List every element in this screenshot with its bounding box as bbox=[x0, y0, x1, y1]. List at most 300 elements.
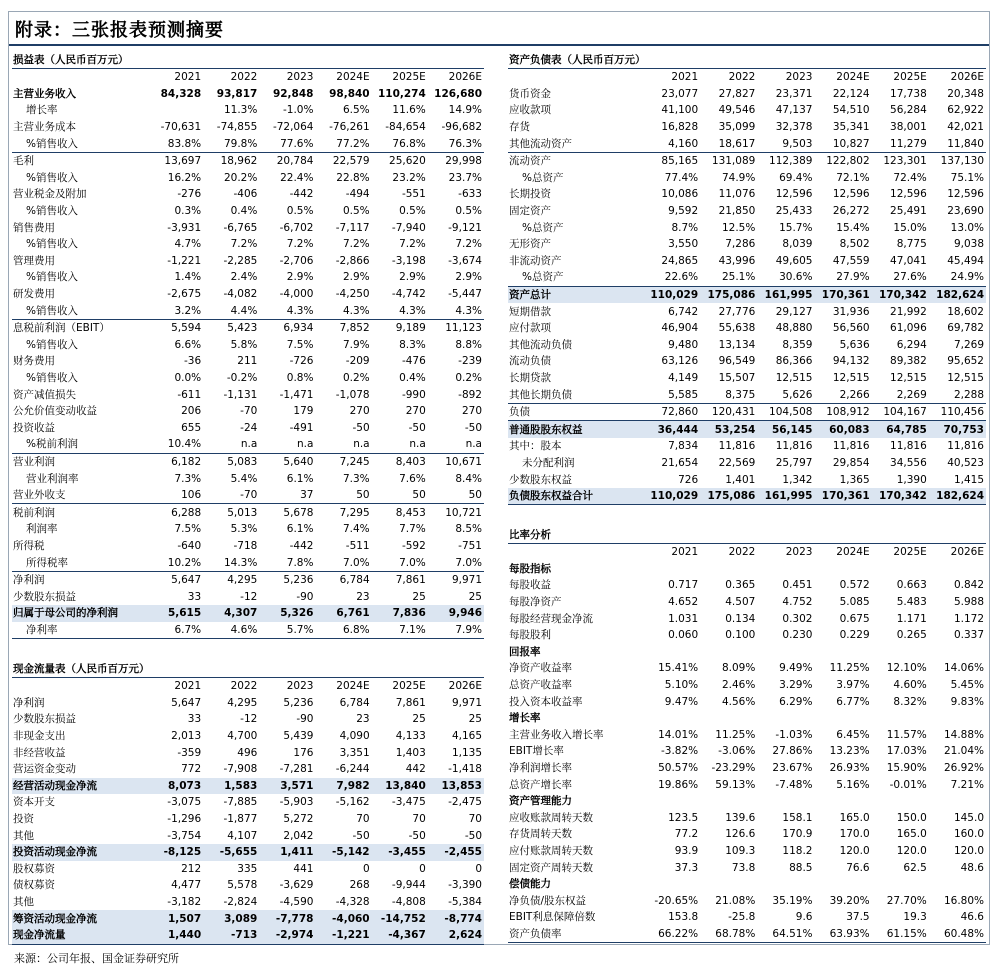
balance-cell: 70,753 bbox=[929, 421, 986, 438]
ratio-row-label: 应付账款周转天数 bbox=[509, 844, 593, 857]
cashflow-row bbox=[12, 877, 484, 894]
ratio-cell: 14.01% bbox=[658, 728, 699, 741]
ratio-cell: 13.23% bbox=[829, 745, 870, 758]
income-cell: 179 bbox=[293, 405, 314, 418]
ratio-cell: 11.25% bbox=[715, 728, 756, 741]
income-cell: -7,940 bbox=[391, 221, 426, 234]
balance-cell: 110,029 bbox=[643, 286, 700, 303]
income-cell: -1.0% bbox=[283, 104, 314, 117]
cashflow-cell: 2,624 bbox=[428, 927, 484, 944]
income-cell: 23.7% bbox=[448, 171, 482, 184]
income-cell: 5,678 bbox=[259, 504, 315, 521]
income-cell: -50 bbox=[408, 421, 426, 434]
cashflow-cell: -7,778 bbox=[259, 910, 315, 927]
income-row bbox=[12, 170, 484, 187]
cashflow-cell: -6,244 bbox=[335, 763, 370, 776]
income-cell: -239 bbox=[458, 355, 482, 368]
balance-cell: 8.7% bbox=[671, 221, 699, 234]
income-cell: 7.2% bbox=[342, 238, 370, 251]
balance-cell: 1,365 bbox=[839, 473, 870, 486]
ratio-cell: 170.0 bbox=[839, 828, 870, 841]
income-cell: 126,680 bbox=[434, 87, 482, 100]
ratio-cell: 48.6 bbox=[960, 861, 984, 874]
cashflow-cell: -2,974 bbox=[259, 927, 315, 944]
income-cell: 16.2% bbox=[167, 171, 202, 184]
balance-cell: 11,840 bbox=[947, 137, 984, 150]
ratio-cell: 0.265 bbox=[896, 629, 927, 642]
cashflow-row bbox=[12, 728, 484, 745]
balance-cell: 23,371 bbox=[775, 87, 813, 100]
balance-cell: 12,596 bbox=[947, 188, 984, 201]
income-row bbox=[12, 186, 484, 203]
income-cell: 7.3% bbox=[342, 472, 370, 485]
ratio-cell: 8.09% bbox=[721, 662, 756, 675]
balance-cell: 45,494 bbox=[947, 254, 984, 267]
ratio-cell: 50.57% bbox=[658, 762, 699, 775]
income-cell: -718 bbox=[233, 539, 258, 552]
income-cell: 4.3% bbox=[342, 304, 370, 317]
balance-cell: 8,375 bbox=[725, 388, 756, 401]
balance-row bbox=[508, 303, 986, 320]
income-row-label: %销售收入 bbox=[26, 205, 78, 218]
balance-cell: 25,433 bbox=[775, 205, 813, 218]
income-cell: 7.5% bbox=[174, 523, 202, 536]
balance-row bbox=[508, 219, 986, 236]
balance-cell: 61,096 bbox=[890, 322, 927, 335]
ratio-cell: 0.842 bbox=[953, 579, 984, 592]
income-cell: 7.2% bbox=[455, 238, 482, 251]
cashflow-row-label: 少数股东损益 bbox=[13, 713, 76, 726]
balance-cell: 15.4% bbox=[836, 221, 870, 234]
cashflow-cell: -3,390 bbox=[448, 879, 482, 892]
income-cell: -1,131 bbox=[223, 388, 258, 401]
income-cell: 2.9% bbox=[399, 271, 426, 284]
income-cell: 18,962 bbox=[203, 152, 259, 169]
balance-row-label: 未分配利润 bbox=[522, 456, 575, 469]
income-cell: -4,000 bbox=[279, 288, 314, 301]
income-cell: 29,998 bbox=[428, 152, 484, 169]
income-cell: -1,471 bbox=[279, 388, 314, 401]
ratio-cell: 73.8 bbox=[731, 861, 756, 874]
cashflow-cell: -3,455 bbox=[372, 844, 428, 861]
balance-row-label: %总资产 bbox=[522, 171, 564, 184]
balance-cell: 62,922 bbox=[947, 104, 984, 117]
income-cell: -633 bbox=[458, 188, 482, 201]
income-statement-section bbox=[12, 52, 484, 639]
ratio-cell: -7.48% bbox=[775, 778, 813, 791]
income-cell: 7,836 bbox=[372, 605, 428, 622]
ratio-cell: 15.90% bbox=[886, 762, 927, 775]
ratio-cell: 11.57% bbox=[886, 728, 927, 741]
income-cell bbox=[147, 102, 203, 119]
income-cell: -2,675 bbox=[167, 288, 202, 301]
cashflow-cell: -3,475 bbox=[391, 796, 426, 809]
ratio-cell bbox=[814, 710, 871, 727]
balance-cell: 110,456 bbox=[929, 403, 986, 421]
ratio-cell: 0.134 bbox=[725, 612, 756, 625]
income-row-label: 公允价值变动收益 bbox=[13, 405, 97, 418]
income-cell: 4.4% bbox=[230, 304, 258, 317]
income-cell: 10.2% bbox=[167, 556, 202, 569]
ratio-cell: 165.0 bbox=[896, 828, 927, 841]
balance-row bbox=[508, 286, 986, 303]
income-cell: 6.1% bbox=[286, 472, 314, 485]
income-row bbox=[12, 521, 484, 538]
balance-cell: 1,415 bbox=[953, 473, 984, 486]
income-cell: 270 bbox=[349, 405, 370, 418]
balance-cell: 95,652 bbox=[947, 355, 984, 368]
cashflow-cell: 0 bbox=[475, 862, 482, 875]
ratio-cell: 5.10% bbox=[664, 679, 699, 692]
income-cell: -892 bbox=[458, 388, 482, 401]
income-cell: 8,453 bbox=[372, 504, 428, 521]
income-row-label: %销售收入 bbox=[26, 271, 78, 284]
income-row-label: 利润率 bbox=[26, 523, 58, 536]
income-cell: 6.1% bbox=[286, 523, 314, 536]
balance-cell: 63,126 bbox=[661, 355, 699, 368]
ratio-cell: 0.675 bbox=[839, 612, 870, 625]
ratio-analysis-section bbox=[508, 527, 986, 943]
ratio-cell: 0.717 bbox=[668, 579, 699, 592]
balance-cell: 8,502 bbox=[839, 238, 870, 251]
income-cell: -50 bbox=[352, 421, 370, 434]
ratio-cell bbox=[700, 644, 757, 661]
balance-cell: 22.6% bbox=[664, 271, 699, 284]
income-cell: 8.3% bbox=[399, 338, 426, 351]
balance-cell: 161,995 bbox=[757, 286, 814, 303]
balance-cell: 12,515 bbox=[775, 371, 813, 384]
income-cell: 25 bbox=[412, 590, 426, 603]
income-row-label: %销售收入 bbox=[26, 238, 78, 251]
ratio-row bbox=[508, 926, 986, 943]
cashflow-cell: 4,477 bbox=[171, 879, 202, 892]
cashflow-cell: 70 bbox=[412, 813, 426, 826]
income-cell: 7.2% bbox=[230, 238, 258, 251]
balance-row bbox=[508, 421, 986, 438]
balance-cell: 8,775 bbox=[896, 238, 927, 251]
balance-cell: 9,038 bbox=[953, 238, 984, 251]
income-row-label: 主营业务收入 bbox=[13, 87, 76, 100]
ratio-row bbox=[508, 727, 986, 744]
cashflow-row-label: 现金净流量 bbox=[12, 927, 147, 944]
balance-cell: 35,099 bbox=[718, 121, 756, 134]
income-row bbox=[12, 353, 484, 370]
income-cell: 2.9% bbox=[286, 271, 314, 284]
income-row bbox=[12, 286, 484, 303]
income-cell: 5,083 bbox=[203, 453, 259, 470]
balance-cell: 49,605 bbox=[775, 254, 813, 267]
income-cell: 84,328 bbox=[160, 87, 202, 100]
income-cell: 7.4% bbox=[342, 523, 370, 536]
income-cell: 2.9% bbox=[342, 271, 370, 284]
balance-row bbox=[508, 471, 986, 488]
ratio-cell: -25.8 bbox=[728, 911, 756, 924]
balance-row bbox=[508, 86, 986, 103]
balance-cell: 34,556 bbox=[890, 456, 927, 469]
cashflow-cell: -5,655 bbox=[203, 844, 259, 861]
source-note: 来源：公司年报、国金证券研究所 bbox=[14, 952, 179, 965]
income-row bbox=[12, 152, 484, 169]
balance-cell: 29,854 bbox=[832, 456, 870, 469]
income-cell: 9,189 bbox=[372, 319, 428, 336]
ratio-cell bbox=[757, 876, 814, 893]
ratio-cell: 11.25% bbox=[829, 662, 870, 675]
title-rule bbox=[9, 44, 989, 46]
ratio-row-label: 每股收益 bbox=[509, 579, 551, 592]
balance-year-header: 2022 bbox=[728, 71, 756, 84]
income-cell: 5,326 bbox=[259, 605, 315, 622]
ratio-cell: 5.988 bbox=[953, 596, 984, 609]
ratio-cell: 4.652 bbox=[668, 596, 699, 609]
income-row bbox=[12, 403, 484, 420]
income-cell: -3,931 bbox=[167, 221, 202, 234]
ratio-cell: 170.9 bbox=[782, 828, 813, 841]
balance-cell: 6,742 bbox=[668, 305, 699, 318]
ratio-row-label: 每股经营现金净流 bbox=[509, 612, 593, 625]
balance-cell: 25.1% bbox=[721, 271, 756, 284]
balance-cell: 18,617 bbox=[718, 137, 756, 150]
income-cell: 7.2% bbox=[286, 238, 314, 251]
income-cell: 5,013 bbox=[203, 504, 259, 521]
income-row-label: 投资收益 bbox=[13, 421, 55, 434]
ratio-cell: 27.70% bbox=[886, 894, 927, 907]
cashflow-cell: -1,296 bbox=[167, 813, 202, 826]
ratio-year-header: 2024E bbox=[836, 546, 870, 559]
ratio-cell: 0.663 bbox=[896, 579, 927, 592]
cashflow-cell: 496 bbox=[237, 746, 258, 759]
balance-cell: 7,269 bbox=[953, 338, 984, 351]
balance-cell: 1,342 bbox=[782, 473, 813, 486]
ratio-cell: 109.3 bbox=[725, 844, 756, 857]
balance-cell: 49,546 bbox=[718, 104, 756, 117]
income-header-label bbox=[12, 69, 147, 86]
ratio-cell: 68.78% bbox=[700, 926, 757, 943]
cashflow-cell: -5,162 bbox=[335, 796, 370, 809]
balance-cell: 25,797 bbox=[775, 456, 813, 469]
income-cell: 22.4% bbox=[280, 171, 314, 184]
ratio-cell: 160.0 bbox=[953, 828, 984, 841]
income-row bbox=[12, 436, 484, 453]
income-cell: -72,064 bbox=[272, 121, 314, 134]
income-statement-table bbox=[12, 69, 484, 639]
ratio-cell: 3.97% bbox=[836, 679, 870, 692]
balance-row bbox=[508, 370, 986, 387]
ratio-row bbox=[508, 710, 986, 727]
ratio-cell bbox=[929, 710, 986, 727]
income-row-label: 营业税金及附加 bbox=[13, 188, 87, 201]
cashflow-cell: -1,418 bbox=[448, 763, 482, 776]
ratio-cell bbox=[757, 710, 814, 727]
ratio-cell: 19.3 bbox=[903, 911, 927, 924]
balance-row bbox=[508, 353, 986, 370]
income-cell: 7.0% bbox=[455, 556, 482, 569]
ratio-row bbox=[508, 627, 986, 644]
income-row bbox=[12, 302, 484, 319]
income-row bbox=[12, 588, 484, 605]
ratio-cell: 1.172 bbox=[953, 612, 984, 625]
ratio-cell: 77.2 bbox=[674, 828, 699, 841]
income-cell: 6.5% bbox=[342, 104, 370, 117]
ratio-cell: 126.6 bbox=[725, 828, 756, 841]
cashflow-year-header: 2021 bbox=[174, 680, 202, 693]
ratio-cell: 6.45% bbox=[836, 728, 870, 741]
income-row-label: 主营业务成本 bbox=[13, 121, 76, 134]
ratio-cell: 145.0 bbox=[953, 811, 984, 824]
balance-row bbox=[508, 386, 986, 403]
ratio-cell bbox=[757, 561, 814, 578]
income-cell: 7.0% bbox=[399, 556, 426, 569]
ratio-header-label bbox=[508, 544, 643, 561]
income-row bbox=[12, 453, 484, 470]
balance-cell: 182,624 bbox=[929, 286, 986, 303]
income-cell: 270 bbox=[461, 405, 482, 418]
ratio-row bbox=[508, 810, 986, 827]
cashflow-cell: 70 bbox=[468, 813, 482, 826]
ratio-cell bbox=[929, 876, 986, 893]
income-cell: -4,742 bbox=[391, 288, 426, 301]
cashflow-cell: -2,475 bbox=[448, 796, 482, 809]
ratio-cell: 60.48% bbox=[929, 926, 986, 943]
balance-cell: 54,510 bbox=[832, 104, 870, 117]
cashflow-cell: -3,754 bbox=[167, 829, 202, 842]
income-cell: 9,946 bbox=[428, 605, 484, 622]
income-row bbox=[12, 370, 484, 387]
income-cell: 14.3% bbox=[223, 556, 258, 569]
income-cell: 0.5% bbox=[455, 205, 482, 218]
cashflow-cell: -3,629 bbox=[279, 879, 314, 892]
balance-cell: 23,690 bbox=[947, 205, 984, 218]
income-year-header: 2026E bbox=[448, 71, 482, 84]
income-cell: -70,631 bbox=[160, 121, 202, 134]
balance-cell: 7,834 bbox=[668, 440, 699, 453]
cashflow-row bbox=[12, 761, 484, 778]
income-row-label: 净利率 bbox=[12, 622, 147, 639]
balance-cell: 12,515 bbox=[890, 371, 927, 384]
income-row-label: 税前利润 bbox=[12, 504, 147, 521]
balance-row bbox=[508, 455, 986, 472]
income-row bbox=[12, 236, 484, 253]
cashflow-cell: 25 bbox=[468, 713, 482, 726]
ratio-cell: 37.3 bbox=[674, 861, 699, 874]
cashflow-cell: 0 bbox=[362, 862, 370, 875]
balance-row-label: 存货 bbox=[509, 121, 530, 134]
balance-cell: 56,145 bbox=[757, 421, 814, 438]
income-cell: -611 bbox=[177, 388, 202, 401]
income-row-label: %销售收入 bbox=[26, 171, 78, 184]
cashflow-cell: 335 bbox=[237, 862, 258, 875]
cashflow-cell: -4,590 bbox=[279, 896, 314, 909]
balance-row-label: 负债 bbox=[508, 403, 643, 421]
balance-row-label: 长期投资 bbox=[509, 188, 551, 201]
balance-cell: 1,401 bbox=[725, 473, 756, 486]
income-cell: -3,674 bbox=[448, 254, 482, 267]
cashflow-row-label: 股权募资 bbox=[13, 862, 55, 875]
ratio-cell: -3.82% bbox=[661, 745, 699, 758]
balance-cell: 5,585 bbox=[668, 388, 699, 401]
income-cell: -2,706 bbox=[279, 254, 314, 267]
cashflow-cell: 25 bbox=[412, 713, 426, 726]
ratio-cell: 120.0 bbox=[953, 844, 984, 857]
cashflow-year-header: 2023 bbox=[286, 680, 314, 693]
income-cell: 11,123 bbox=[428, 319, 484, 336]
ratio-row-label: 固定资产周转天数 bbox=[509, 861, 593, 874]
income-row-label: 管理费用 bbox=[13, 254, 55, 267]
balance-cell: 12.5% bbox=[721, 221, 756, 234]
income-year-header: 2023 bbox=[286, 71, 314, 84]
balance-cell: 24,865 bbox=[661, 254, 699, 267]
ratio-cell bbox=[757, 644, 814, 661]
balance-cell: 2,269 bbox=[896, 388, 927, 401]
ratio-row-label: 偿债能力 bbox=[509, 878, 551, 891]
income-cell: 7.5% bbox=[286, 338, 314, 351]
balance-cell: 12,515 bbox=[832, 371, 870, 384]
ratio-row-label: 净利润增长率 bbox=[509, 762, 572, 775]
balance-cell: 20,348 bbox=[947, 87, 984, 100]
income-cell: -36 bbox=[184, 355, 202, 368]
income-row bbox=[12, 319, 484, 336]
income-row bbox=[12, 622, 484, 639]
balance-cell: 123,301 bbox=[872, 152, 929, 169]
income-cell: -494 bbox=[345, 188, 370, 201]
ratio-cell bbox=[929, 561, 986, 578]
income-cell: -50 bbox=[464, 421, 482, 434]
cashflow-cell: -50 bbox=[408, 829, 426, 842]
cashflow-statement-section bbox=[12, 661, 484, 945]
balance-cell: 47,137 bbox=[775, 104, 813, 117]
balance-cell: 11,816 bbox=[947, 440, 984, 453]
cashflow-row-label: 投资 bbox=[13, 813, 34, 826]
ratio-cell: 158.1 bbox=[782, 811, 813, 824]
balance-year-header: 2024E bbox=[836, 71, 870, 84]
ratio-cell: 14.06% bbox=[943, 662, 984, 675]
ratio-cell: 4.60% bbox=[893, 679, 927, 692]
income-cell: 0.5% bbox=[342, 205, 370, 218]
income-cell: 3.2% bbox=[174, 304, 202, 317]
income-cell: 7,852 bbox=[315, 319, 371, 336]
cashflow-cell: 1,440 bbox=[147, 927, 203, 944]
cashflow-cell: -1,221 bbox=[315, 927, 371, 944]
income-cell: 22.8% bbox=[336, 171, 370, 184]
ratio-cell: 4.752 bbox=[782, 596, 813, 609]
balance-row bbox=[508, 203, 986, 220]
cashflow-cell: 441 bbox=[293, 862, 314, 875]
balance-cell: 104,508 bbox=[757, 403, 814, 421]
ratio-cell bbox=[700, 876, 757, 893]
ratio-cell: 6.29% bbox=[779, 695, 813, 708]
ratio-cell bbox=[814, 876, 871, 893]
ratio-cell bbox=[872, 876, 929, 893]
ratio-analysis-title: 比率分析 bbox=[508, 527, 986, 544]
cashflow-row bbox=[12, 744, 484, 761]
income-cell: 0.5% bbox=[399, 205, 426, 218]
ratio-cell: 120.0 bbox=[896, 844, 927, 857]
cashflow-cell: 2,013 bbox=[171, 730, 202, 743]
income-cell: 8.4% bbox=[455, 472, 482, 485]
ratio-cell: 139.6 bbox=[725, 811, 756, 824]
ratio-cell: 3.29% bbox=[779, 679, 813, 692]
income-cell: 79.8% bbox=[223, 137, 258, 150]
income-cell: -476 bbox=[401, 355, 426, 368]
income-cell: 50 bbox=[468, 489, 482, 502]
ratio-cell bbox=[643, 876, 700, 893]
ratio-cell bbox=[929, 644, 986, 661]
income-cell: -442 bbox=[289, 539, 314, 552]
balance-cell: 56,284 bbox=[890, 104, 927, 117]
cashflow-header-label bbox=[12, 678, 147, 695]
income-cell: -96,682 bbox=[441, 121, 482, 134]
cashflow-row-label: 投资活动现金净流 bbox=[12, 844, 147, 861]
income-cell: 8,403 bbox=[372, 453, 428, 470]
